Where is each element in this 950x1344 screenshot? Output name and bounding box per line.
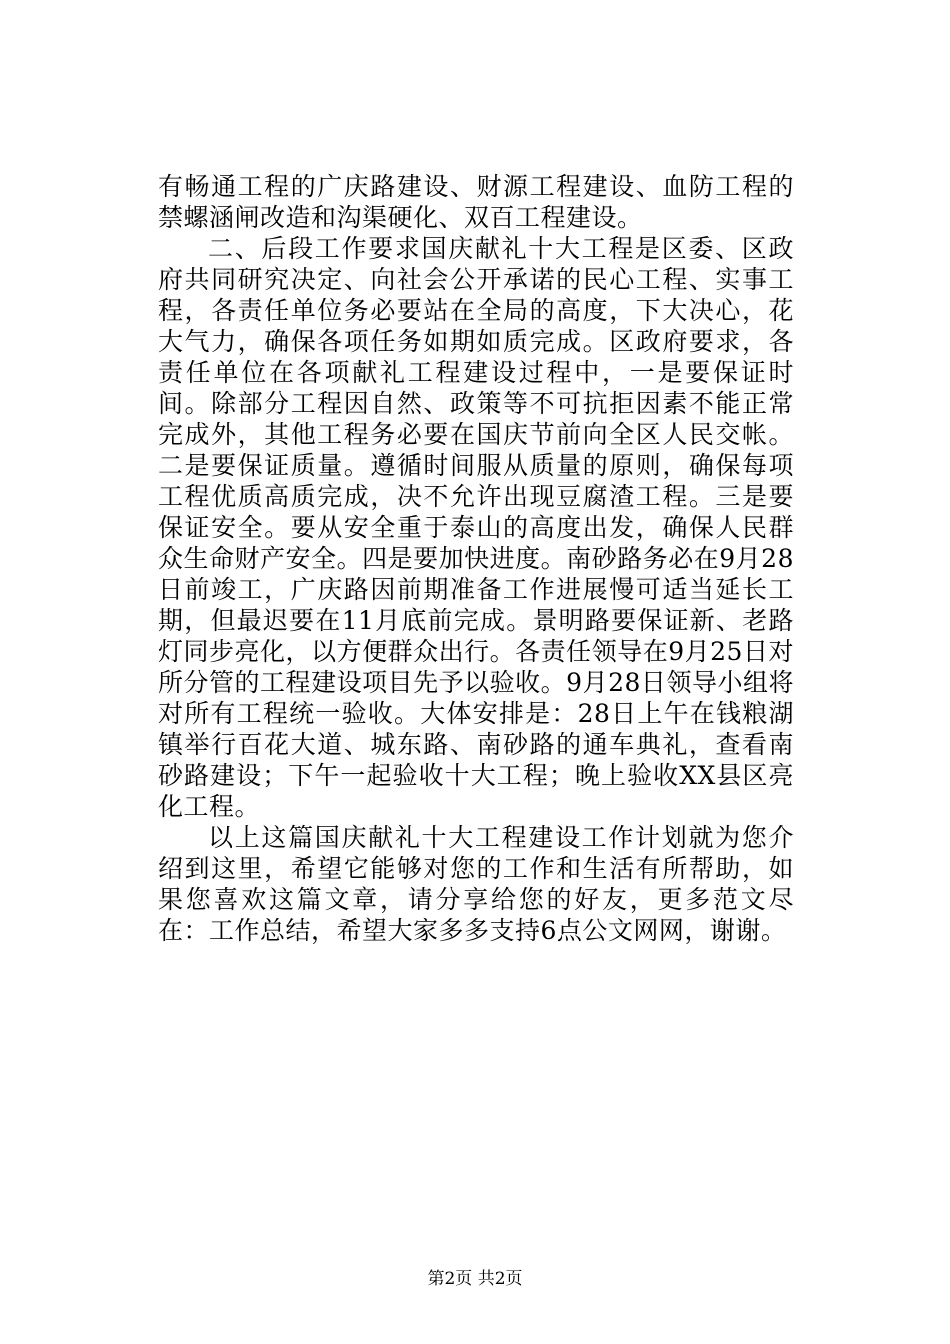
paragraph-work-requirements: 二、后段工作要求国庆献礼十大工程是区委、区政府共同研究决定、向社会公开承诺的民心工程、实事工程，各责任单位务必要站在全局的高度，下大决心，花大气力，确保各项任务如期如质完成。区政府要求，各责任单位在各项献礼工程建设过程中，一是要保证时间。除部分工程因自然、政策等不可抗拒因素不能正常完成外，其他工程务必要在国庆节前向全区人民交帐。二是要保证质量。遵循时间服从质量的原则，确保每项工程优质高质完成，决不允许出现豆腐渣工程。三是要保证安全。要从安全重于泰山的高度出发，确保人民群众生命财产安全。四是要加快进度。南砂路务必在9月28日前竣工，广庆路因前期准备工作进展慢可适当延长工期，但最迟要在11月底前完成。景明路要保证新、老路灯同步亮化，以方便群众出行。各责任领导在9月25日对所分管的工程建设项目先予以验收。9月28日领导小组将对所有工程统一验收。大体安排是：28日上午在钱粮湖镇举行百花大道、城东路、南砂路的通车典礼，查看南砂路建设；下午一起验收十大工程；晚上验收XX县区亮化工程。 <box>158 234 794 821</box>
paragraph-closing: 以上这篇国庆献礼十大工程建设工作计划就为您介绍到这里，希望它能够对您的工作和生活有所帮助，如果您喜欢这篇文章，请分享给您的好友，更多范文尽在：工作总结，希望大家多多支持6点公文网网，谢谢。 <box>158 823 794 945</box>
paragraph-continuation: 有畅通工程的广庆路建设、财源工程建设、血防工程的禁螺涵闸改造和沟渠硬化、双百工程建设。 <box>158 172 794 232</box>
document-body <box>158 171 794 946</box>
page-number-footer: 第2页 共2页 <box>427 1269 523 1289</box>
